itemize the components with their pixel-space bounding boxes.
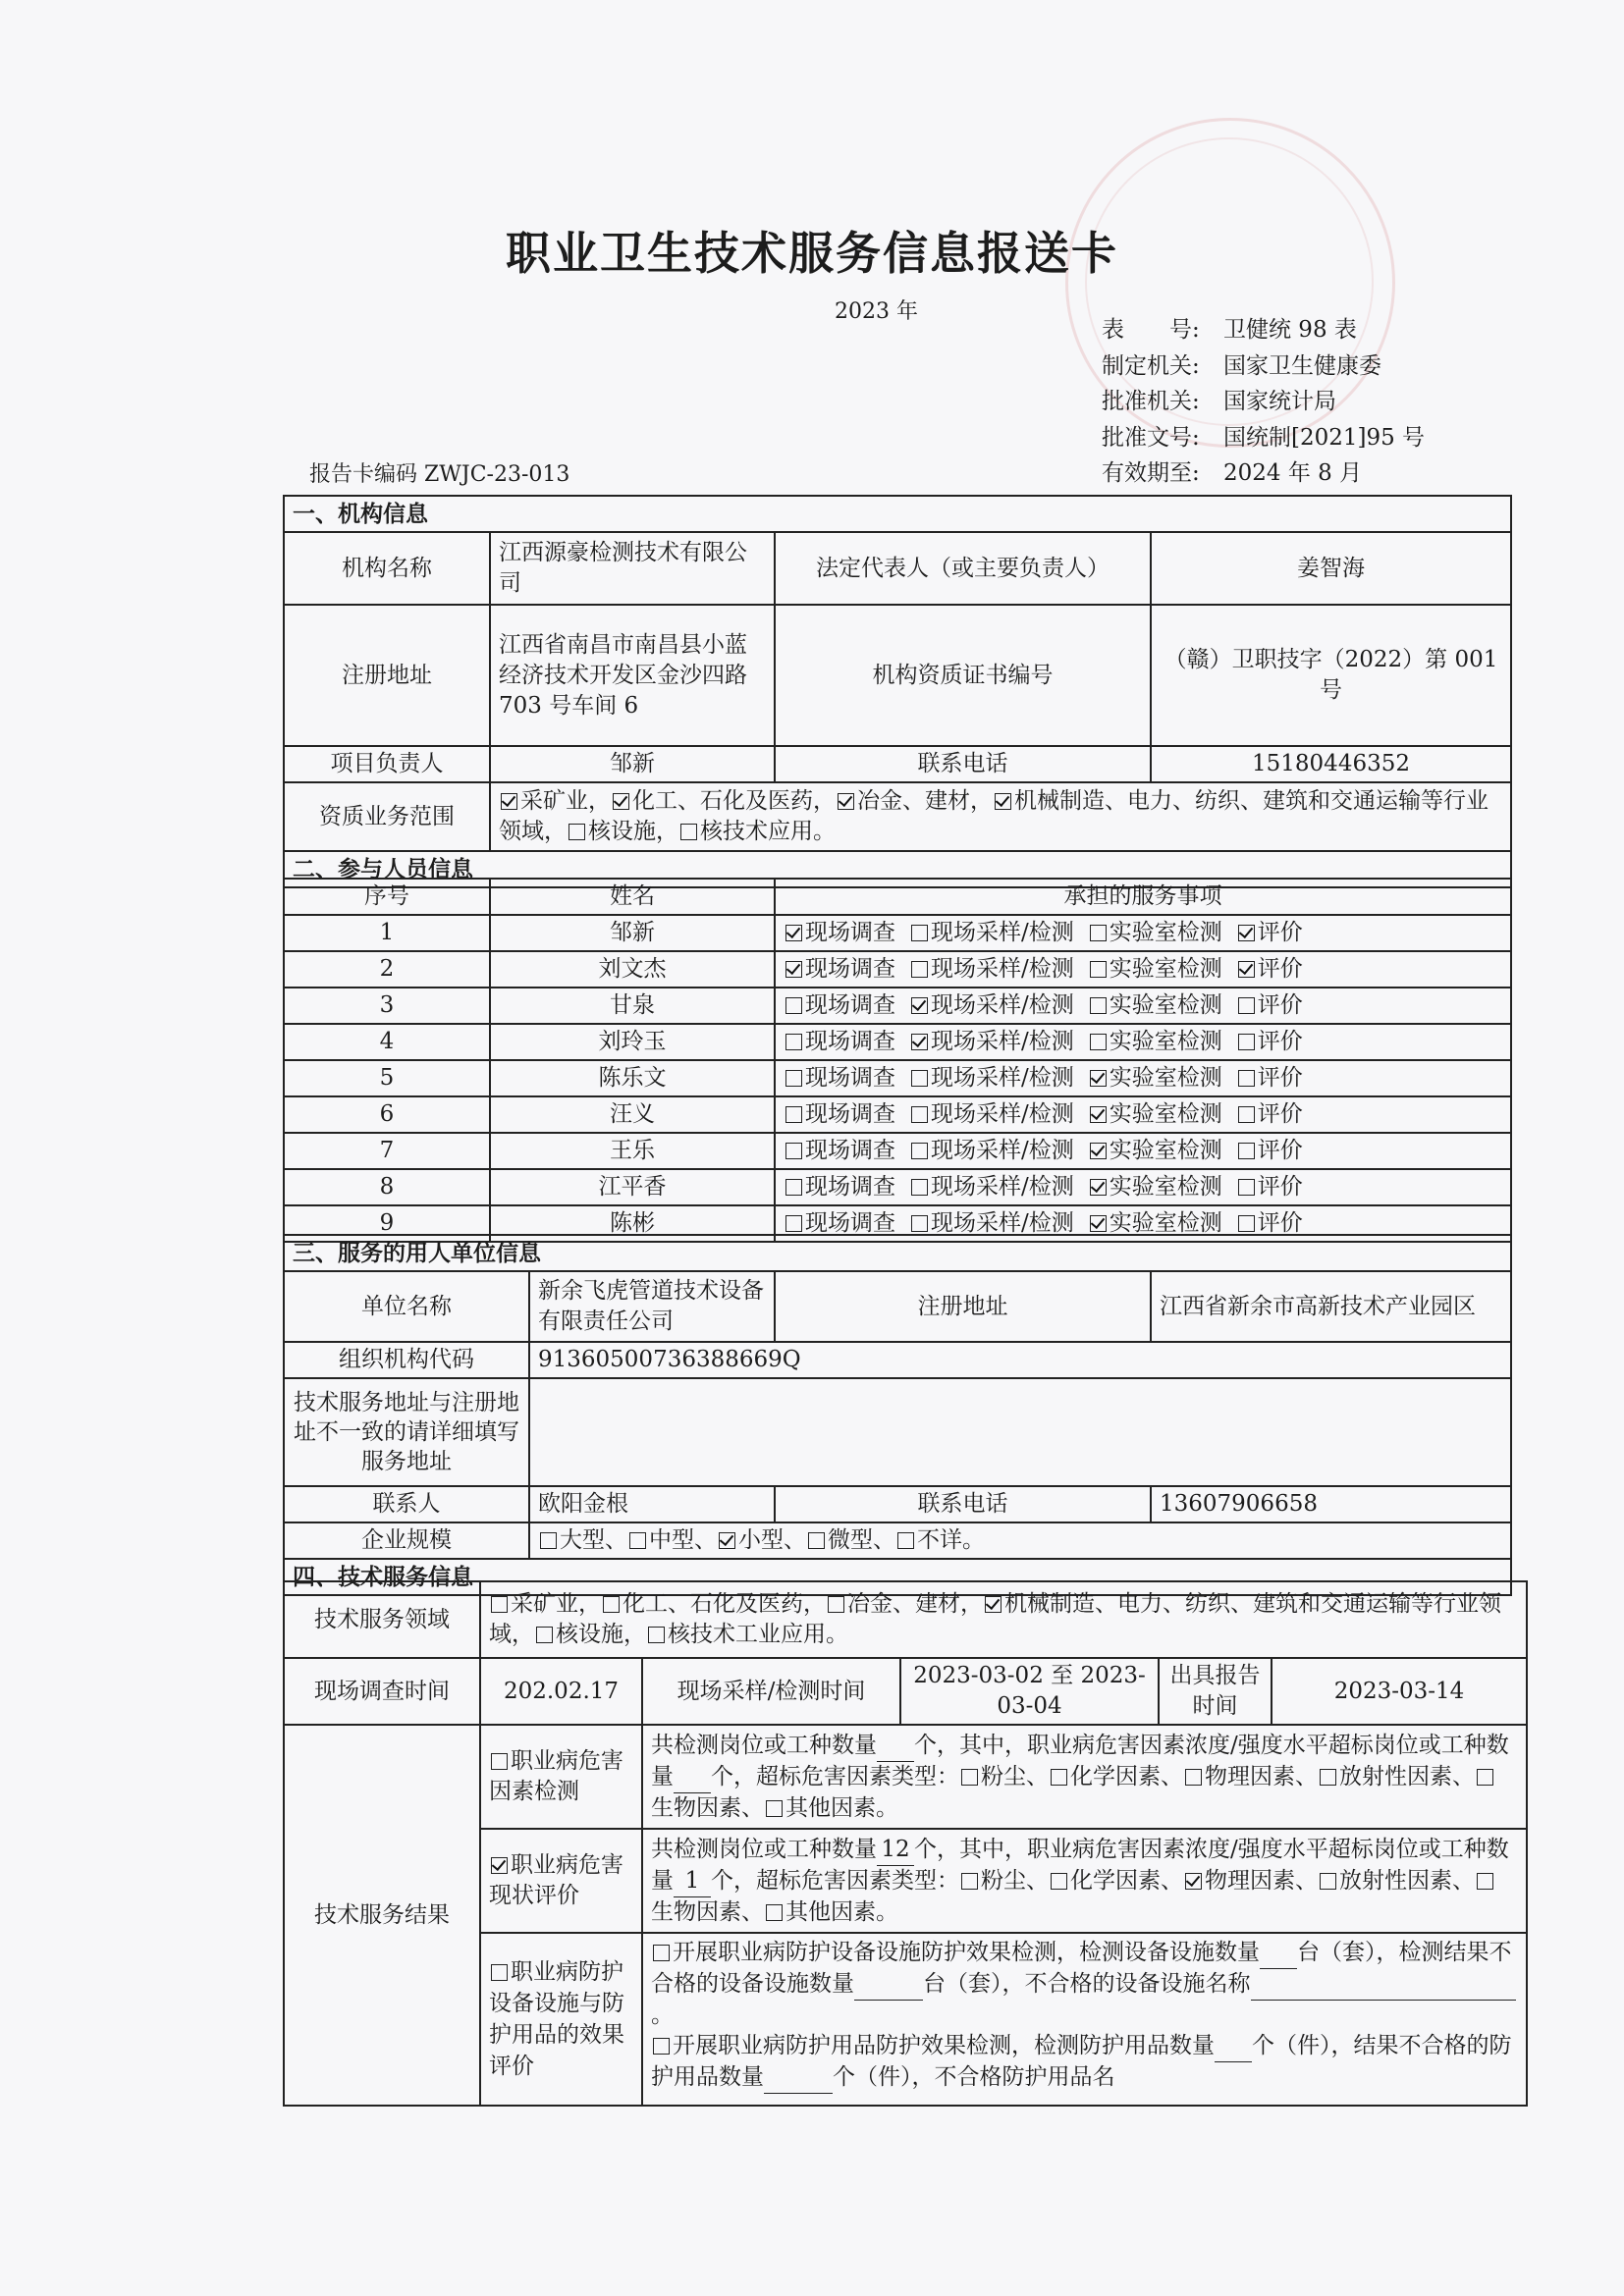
service-option <box>784 1027 895 1057</box>
service-checkbox[interactable] <box>785 1106 802 1123</box>
service-option <box>784 954 895 985</box>
card-code: 报告卡编码 ZWJC-23-013 <box>309 462 570 487</box>
service-checkbox[interactable] <box>1090 1070 1107 1087</box>
service-checkbox[interactable] <box>1090 925 1107 941</box>
employer-table <box>283 1234 1512 1596</box>
service-checkbox[interactable] <box>1090 1034 1107 1050</box>
hazard-option: 放射性因素、 <box>1339 1867 1475 1894</box>
meta-row: 有效期至: 2024 年 8 月 <box>1102 460 1363 486</box>
service-label: 现场采样/检测 <box>931 1138 1074 1163</box>
person-no: 6 <box>284 1096 490 1133</box>
project-manager: 邹新 <box>490 746 775 782</box>
field-checkbox[interactable] <box>603 1596 620 1613</box>
equipment-test-checkbox[interactable] <box>653 1945 670 1961</box>
hazard-option: 其他因素。 <box>785 1794 898 1821</box>
person-no: 5 <box>284 1060 490 1096</box>
institution-and-personnel-table <box>283 495 1512 888</box>
person-services <box>775 1060 1511 1096</box>
field-list <box>480 1581 1527 1658</box>
unit-label: 单位名称 <box>284 1271 529 1342</box>
person-no: 2 <box>284 951 490 988</box>
service-label: 实验室检测 <box>1109 992 1222 1018</box>
service-option <box>1236 990 1303 1021</box>
result-2-label: 职业病危害现状评价 <box>480 1829 642 1933</box>
result-1-label: 职业病危害因素检测 <box>480 1725 642 1829</box>
hazard-option: 粉尘、 <box>981 1867 1049 1894</box>
service-option <box>1236 1027 1303 1057</box>
hazard-checkbox[interactable] <box>1320 1769 1336 1786</box>
hazard-checkbox[interactable] <box>1477 1769 1493 1786</box>
personnel-row <box>284 988 1511 1024</box>
service-label: 实验室检测 <box>1109 1210 1222 1236</box>
scope-option: 化工、石化及医药， <box>632 788 836 814</box>
person-no: 1 <box>284 915 490 951</box>
service-checkbox[interactable] <box>785 1070 802 1087</box>
hazard-option: 化学因素、 <box>1070 1763 1183 1789</box>
field-option: 冶金、建材， <box>847 1591 983 1617</box>
service-option <box>1088 1099 1222 1130</box>
service-label: 现场采样/检测 <box>931 992 1074 1018</box>
service-checkbox[interactable] <box>1238 925 1255 941</box>
section-1-heading: 一、机构信息 <box>284 496 1511 532</box>
hazard-option: 物理因素、 <box>1205 1867 1318 1894</box>
field-option: 化工、石化及医药， <box>623 1591 826 1617</box>
service-label: 现场采样/检测 <box>931 1210 1074 1236</box>
job-count: 12 <box>877 1835 914 1866</box>
result-2-detail: 共检测岗位或工种数量 12 个，其中，职业病危害因素浓度/强度水平超标岗位或工种数量 1 个，超标危害因素类型： 粉尘、 化学因素、 物理因素、 放射性因素、生物因素、 其他因素。 <box>642 1829 1527 1933</box>
person-services <box>775 988 1511 1024</box>
scope-checkbox[interactable] <box>838 793 854 810</box>
person-name: 邹新 <box>490 915 775 951</box>
service-option <box>1088 1136 1222 1166</box>
hazard-option: 生物因素、 <box>651 1898 764 1925</box>
personnel-row <box>284 1024 1511 1060</box>
hazard-option: 放射性因素、 <box>1339 1763 1475 1789</box>
over-limit-count: 1 <box>674 1866 711 1897</box>
service-option <box>1088 1172 1222 1202</box>
hazard-checkbox[interactable] <box>1051 1769 1067 1786</box>
field-checkbox[interactable] <box>985 1596 1001 1613</box>
col-no: 序号 <box>284 879 490 915</box>
hazard-checkbox[interactable] <box>1051 1873 1067 1890</box>
person-no: 8 <box>284 1169 490 1205</box>
service-label: 现场采样/检测 <box>931 1029 1074 1054</box>
service-label: 现场采样/检测 <box>931 1065 1074 1091</box>
person-no: 4 <box>284 1024 490 1060</box>
person-name: 汪义 <box>490 1096 775 1133</box>
person-no: 7 <box>284 1133 490 1169</box>
service-checkbox[interactable] <box>911 1143 928 1159</box>
personnel-row <box>284 1096 1511 1133</box>
service-checkbox[interactable] <box>911 1215 928 1232</box>
field-checkbox[interactable] <box>828 1596 844 1613</box>
size-checkbox[interactable] <box>808 1532 825 1549</box>
personnel-row <box>284 1133 1511 1169</box>
service-option <box>1088 918 1222 948</box>
sample-label: 现场采样/检测时间 <box>642 1658 900 1725</box>
page-title: 职业卫生技术服务信息报送卡 <box>506 227 1118 280</box>
service-option <box>909 1172 1074 1202</box>
person-services <box>775 1133 1511 1169</box>
person-services <box>775 1096 1511 1133</box>
service-checkbox[interactable] <box>785 1034 802 1050</box>
service-label: 评价 <box>1257 1029 1303 1054</box>
service-option <box>1236 918 1303 948</box>
hazard-checkbox[interactable] <box>766 1800 783 1817</box>
service-checkbox[interactable] <box>1238 1034 1255 1050</box>
service-label: 现场调查 <box>805 1138 895 1163</box>
person-name: 刘文杰 <box>490 951 775 988</box>
service-label: 现场调查 <box>805 1210 895 1236</box>
meta-row: 批准文号: 国统制[2021]95 号 <box>1102 424 1426 451</box>
hazard-option: 其他因素。 <box>785 1898 898 1925</box>
service-label: 现场调查 <box>805 992 895 1018</box>
service-option <box>784 990 895 1021</box>
service-label: 现场采样/检测 <box>931 1174 1074 1200</box>
legal-rep: 姜智海 <box>1151 532 1511 605</box>
service-label: 现场采样/检测 <box>931 1101 1074 1127</box>
size-checkbox[interactable] <box>540 1532 557 1549</box>
contact-label: 联系人 <box>284 1486 529 1522</box>
service-label: 评价 <box>1257 1210 1303 1236</box>
hazard-checkbox[interactable] <box>1185 1769 1202 1786</box>
field-checkbox[interactable] <box>648 1627 665 1643</box>
meta-row: 表 号: 卫健统 98 表 <box>1102 317 1357 343</box>
service-option <box>1088 1063 1222 1094</box>
scope-list <box>490 782 1511 851</box>
person-no: 9 <box>284 1205 490 1242</box>
service-checkbox[interactable] <box>785 1215 802 1232</box>
service-checkbox[interactable] <box>1238 1070 1255 1087</box>
person-name: 江平香 <box>490 1169 775 1205</box>
size-checkbox[interactable] <box>629 1532 646 1549</box>
registered-address: 江西省南昌市南昌县小蓝经济技术开发区金沙四路 703 号车间 6 <box>490 605 775 746</box>
person-services <box>775 915 1511 951</box>
field-option: 核技术工业应用。 <box>668 1622 848 1647</box>
service-option <box>1236 1172 1303 1202</box>
person-services <box>775 951 1511 988</box>
scope-checkbox[interactable] <box>613 793 629 810</box>
service-checkbox[interactable] <box>911 997 928 1014</box>
survey-date: 202.02.17 <box>480 1658 642 1725</box>
service-checkbox[interactable] <box>1090 1215 1107 1232</box>
size-option: 不详。 <box>917 1527 985 1553</box>
service-label: 实验室检测 <box>1109 1138 1222 1163</box>
service-option <box>909 918 1074 948</box>
service-checkbox[interactable] <box>1238 1143 1255 1159</box>
result-3-label: 职业病防护设备设施与防护用品的效果评价 <box>480 1933 642 2106</box>
size-option: 小型、 <box>738 1527 806 1553</box>
size-checkbox[interactable] <box>897 1532 914 1549</box>
person-no: 3 <box>284 988 490 1024</box>
personnel-row <box>284 951 1511 988</box>
field-option: 机械制造、电力、纺织、建筑和交通运输等行业领域， <box>489 1591 1501 1647</box>
report-date: 2023-03-14 <box>1272 1658 1527 1725</box>
size-checkbox[interactable] <box>719 1532 735 1549</box>
service-label: 实验室检测 <box>1109 1029 1222 1054</box>
cert-label: 机构资质证书编号 <box>775 605 1151 746</box>
service-label: 现场调查 <box>805 956 895 982</box>
size-option: 中型、 <box>649 1527 717 1553</box>
person-name: 王乐 <box>490 1133 775 1169</box>
report-year: 2023 年 <box>835 299 918 324</box>
service-label: 实验室检测 <box>1109 956 1222 982</box>
service-label: 现场调查 <box>805 1029 895 1054</box>
size-option: 微型、 <box>828 1527 895 1553</box>
service-checkbox[interactable] <box>785 997 802 1014</box>
service-option <box>909 1136 1074 1166</box>
unit-reg-address: 江西省新余市高新技术产业园区 <box>1151 1271 1511 1342</box>
pm-label: 项目负责人 <box>284 746 490 782</box>
result-3-checkbox[interactable] <box>491 1964 508 1981</box>
personnel-row <box>284 1060 1511 1096</box>
form-meta <box>1102 312 1425 492</box>
scope-checkbox[interactable] <box>680 824 697 840</box>
service-checkbox[interactable] <box>911 1034 928 1050</box>
service-label: 评价 <box>1257 1065 1303 1091</box>
service-label: 现场调查 <box>805 1101 895 1127</box>
hazard-option: 化学因素、 <box>1070 1867 1183 1894</box>
meta-row: 制定机关: 国家卫生健康委 <box>1102 352 1381 379</box>
size-list <box>529 1522 1511 1559</box>
service-label: 实验室检测 <box>1109 1101 1222 1127</box>
service-checkbox[interactable] <box>1090 961 1107 978</box>
service-checkbox[interactable] <box>785 925 802 941</box>
service-option <box>1236 1136 1303 1166</box>
service-option <box>1236 1099 1303 1130</box>
section-2-heading: 二、参与人员信息 <box>284 851 1511 887</box>
personnel-row <box>284 915 1511 951</box>
service-option <box>1236 1063 1303 1094</box>
contact-person: 欧阳金根 <box>529 1486 775 1522</box>
scope-checkbox[interactable] <box>568 824 585 840</box>
service-label: 实验室检测 <box>1109 1065 1222 1091</box>
contact-phone: 13607906658 <box>1151 1486 1511 1522</box>
service-checkbox[interactable] <box>911 961 928 978</box>
col-service: 承担的服务事项 <box>775 879 1511 915</box>
service-label: 评价 <box>1257 992 1303 1018</box>
service-label: 现场调查 <box>805 920 895 945</box>
reg-addr-label: 注册地址 <box>775 1271 1151 1342</box>
service-label: 现场采样/检测 <box>931 920 1074 945</box>
service-option <box>784 1136 895 1166</box>
service-label: 现场采样/检测 <box>931 956 1074 982</box>
service-option <box>1088 954 1222 985</box>
hazard-checkbox[interactable] <box>1477 1873 1493 1890</box>
service-option <box>784 1172 895 1202</box>
address-label: 注册地址 <box>284 605 490 746</box>
scope-option: 冶金、建材， <box>857 788 993 814</box>
service-label: 实验室检测 <box>1109 920 1222 945</box>
service-checkbox[interactable] <box>1238 1215 1255 1232</box>
field-checkbox[interactable] <box>491 1596 508 1613</box>
service-checkbox[interactable] <box>785 1143 802 1159</box>
personnel-table <box>283 878 1512 1243</box>
scope-option: 核设施， <box>588 819 678 844</box>
hazard-option: 生物因素、 <box>651 1794 764 1821</box>
person-name: 陈乐文 <box>490 1060 775 1096</box>
org-code-label: 组织机构代码 <box>284 1342 529 1378</box>
size-label: 企业规模 <box>284 1522 529 1559</box>
service-checkbox[interactable] <box>785 961 802 978</box>
service-checkbox[interactable] <box>1090 1179 1107 1196</box>
service-option <box>1088 990 1222 1021</box>
service-checkbox[interactable] <box>1238 1106 1255 1123</box>
service-option <box>909 1027 1074 1057</box>
service-option <box>784 1099 895 1130</box>
service-info-table <box>283 1580 1528 2107</box>
service-label: 现场调查 <box>805 1174 895 1200</box>
field-option: 核设施， <box>556 1622 646 1647</box>
service-checkbox[interactable] <box>785 1179 802 1196</box>
service-checkbox[interactable] <box>1090 1106 1107 1123</box>
service-option <box>909 990 1074 1021</box>
section-4-heading: 四、技术服务信息 <box>284 1559 1511 1595</box>
service-checkbox[interactable] <box>1238 997 1255 1014</box>
org-name-label: 机构名称 <box>284 532 490 605</box>
service-checkbox[interactable] <box>1238 961 1255 978</box>
size-option: 大型、 <box>560 1527 627 1553</box>
person-name: 陈彬 <box>490 1205 775 1242</box>
scope-option: 核技术应用。 <box>700 819 836 844</box>
phone: 15180446352 <box>1151 746 1511 782</box>
survey-label: 现场调查时间 <box>284 1658 480 1725</box>
hazard-checkbox[interactable] <box>1320 1873 1336 1890</box>
report-label: 出具报告时间 <box>1159 1658 1272 1725</box>
service-checkbox[interactable] <box>1238 1179 1255 1196</box>
service-option <box>1236 954 1303 985</box>
result-3-detail: 开展职业病防护设备设施防护效果检测，检测设备设施数量 台（套），检测结果不合格的设备设施数量 台（套），不合格的设备设施名称 。 开展职业病防护用品防护效果检测，检测防护用品数量 个（件），结果不合格的防护用品数量 个（件），不合格防护用品名 <box>642 1933 1527 2106</box>
meta-row: 批准机关: 国家统计局 <box>1102 389 1336 414</box>
result-1-checkbox[interactable] <box>491 1753 508 1770</box>
personnel-row <box>284 1169 1511 1205</box>
legal-rep-label: 法定代表人（或主要负责人） <box>775 532 1151 605</box>
person-name: 甘泉 <box>490 988 775 1024</box>
service-label: 现场调查 <box>805 1065 895 1091</box>
cert-number: （赣）卫职技字（2022）第 001 号 <box>1151 605 1511 746</box>
service-checkbox[interactable] <box>911 925 928 941</box>
svc-addr-label: 技术服务地址与注册地址不一致的请详细填写服务地址 <box>284 1378 529 1486</box>
service-option <box>784 1063 895 1094</box>
org-code: 91360500736388669Q <box>529 1342 1511 1378</box>
service-label: 评价 <box>1257 1101 1303 1127</box>
hazard-option: 物理因素、 <box>1205 1763 1318 1789</box>
scope-option: 机械制造、电力、纺织、建筑和交通运输等行业领域， <box>499 788 1489 844</box>
result-1-detail: 共检测岗位或工种数量 个，其中，职业病危害因素浓度/强度水平超标岗位或工种数量 个，超标危害因素类型： 粉尘、 化学因素、 物理因素、 放射性因素、生物因素、 其他因素。 <box>642 1725 1527 1829</box>
service-option <box>909 954 1074 985</box>
service-checkbox[interactable] <box>911 1070 928 1087</box>
ppe-test-checkbox[interactable] <box>653 2038 670 2055</box>
service-option <box>909 1063 1074 1094</box>
org-name: 江西源豪检测技术有限公司 <box>490 532 775 605</box>
service-label: 评价 <box>1257 1174 1303 1200</box>
service-option <box>784 918 895 948</box>
hazard-checkbox[interactable] <box>1185 1873 1202 1890</box>
phone-label: 联系电话 <box>775 746 1151 782</box>
result-2-checkbox[interactable] <box>491 1857 508 1874</box>
result-label: 技术服务结果 <box>284 1725 480 2106</box>
hazard-checkbox[interactable] <box>961 1873 978 1890</box>
scope-option: 采矿业， <box>520 788 611 814</box>
service-checkbox[interactable] <box>911 1106 928 1123</box>
section-3-heading: 三、服务的用人单位信息 <box>284 1235 1511 1271</box>
person-services <box>775 1024 1511 1060</box>
unit-name: 新余飞虎管道技术设备有限责任公司 <box>529 1271 775 1342</box>
service-label: 评价 <box>1257 956 1303 982</box>
hazard-checkbox[interactable] <box>766 1904 783 1921</box>
scope-checkbox[interactable] <box>995 793 1011 810</box>
service-checkbox[interactable] <box>911 1179 928 1196</box>
hazard-option: 粉尘、 <box>981 1763 1049 1789</box>
service-address <box>529 1378 1511 1486</box>
field-label: 技术服务领域 <box>284 1581 480 1658</box>
person-services <box>775 1169 1511 1205</box>
person-name: 刘玲玉 <box>490 1024 775 1060</box>
service-label: 实验室检测 <box>1109 1174 1222 1200</box>
scope-checkbox[interactable] <box>501 793 517 810</box>
contact-phone-label: 联系电话 <box>775 1486 1151 1522</box>
service-checkbox[interactable] <box>1090 1143 1107 1159</box>
service-option <box>909 1099 1074 1130</box>
service-checkbox[interactable] <box>1090 997 1107 1014</box>
service-label: 评价 <box>1257 920 1303 945</box>
field-checkbox[interactable] <box>536 1627 553 1643</box>
col-name: 姓名 <box>490 879 775 915</box>
sample-date: 2023-03-02 至 2023-03-04 <box>900 1658 1159 1725</box>
scope-label: 资质业务范围 <box>284 782 490 851</box>
hazard-checkbox[interactable] <box>961 1769 978 1786</box>
service-option <box>1088 1027 1222 1057</box>
service-label: 评价 <box>1257 1138 1303 1163</box>
field-option: 采矿业， <box>511 1591 601 1617</box>
